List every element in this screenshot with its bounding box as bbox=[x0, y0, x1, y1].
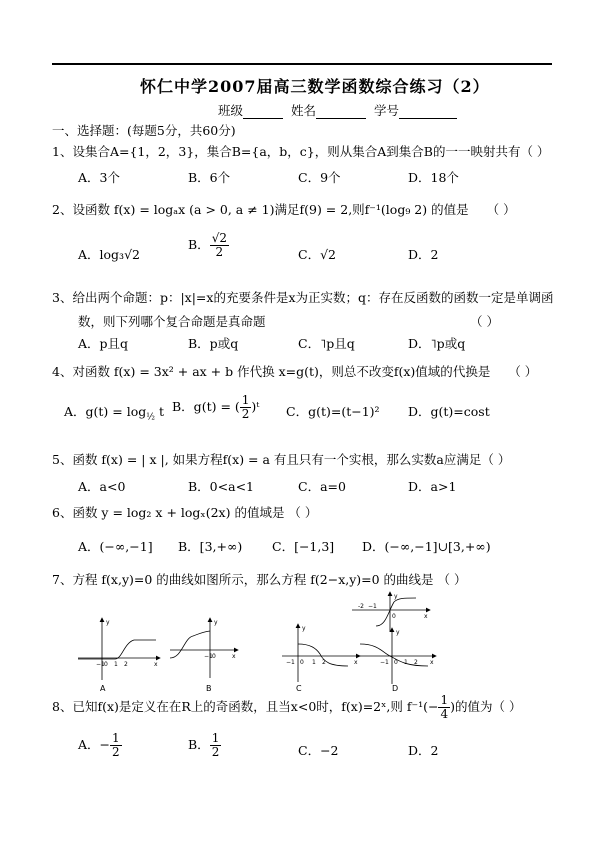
q8-option-a-label: A．− bbox=[78, 737, 111, 752]
question-5-stem: 5、函数 f(x) = | x |, 如果方程f(x) = a 有且只有一个实根，那么实数a应满足（ ） bbox=[52, 452, 511, 467]
page-title: 怀仁中学2007届高三数学函数综合练习（2） bbox=[140, 77, 490, 96]
q8-option-b[interactable] bbox=[188, 732, 221, 759]
graph-a-tick-2: 2 bbox=[124, 661, 128, 668]
graph-b-tick-neg1: −1 bbox=[204, 653, 213, 660]
q8-option-a-numerator: 1 bbox=[112, 731, 120, 745]
q3-option-c[interactable]: C．˥p且q bbox=[298, 336, 355, 351]
graph-c-tick-neg1: −1 bbox=[286, 659, 295, 666]
q5-option-c[interactable]: C．a=0 bbox=[298, 479, 346, 494]
graph-d-upper-x-label: x bbox=[424, 613, 428, 620]
q4-option-b-fraction bbox=[240, 394, 252, 421]
q4-stem-text: 4、对函数 f(x) = 3x² + ax + b 作代换 x=g(t)，则总不改变f(x)值域的代换是 bbox=[52, 364, 491, 379]
q4-option-b-tail: )ᵗ bbox=[251, 399, 260, 414]
q4-option-b[interactable] bbox=[172, 394, 259, 421]
question-1-stem: 1、设集合A={1，2，3}，集合B={a，b，c}，则从集合A到集合B的一一映射共有（ ） bbox=[52, 144, 550, 159]
q8-option-b-label: B． bbox=[188, 737, 210, 752]
q4-answer-paren: （ ） bbox=[508, 364, 538, 379]
q5-option-a[interactable]: A．a<0 bbox=[78, 479, 126, 494]
q1-option-b[interactable]: B．6个 bbox=[188, 170, 231, 185]
q4-option-a-base: ½ bbox=[146, 412, 155, 423]
graph-d-upper-tick-neg1: −1 bbox=[368, 603, 377, 610]
graph-d-upper-y-label: y bbox=[394, 593, 398, 600]
student-info bbox=[218, 101, 457, 119]
graph-d-tick-neg1: −1 bbox=[380, 659, 389, 666]
name-label: 姓名 bbox=[290, 103, 316, 118]
q5-option-b[interactable]: B．0<a<1 bbox=[188, 479, 254, 494]
graph-c-tick-1: 1 bbox=[312, 659, 316, 666]
graph-d-y-label: y bbox=[396, 629, 400, 636]
question-6-stem: 6、函数 y = log₂ x + logₓ(2x) 的值域是 （ ） bbox=[52, 505, 318, 520]
q1-option-d[interactable]: D．18个 bbox=[408, 170, 459, 185]
graph-d-upper-curve bbox=[376, 598, 416, 626]
q2-option-b-denominator: 2 bbox=[215, 245, 224, 259]
q8-option-a-fraction bbox=[110, 732, 122, 759]
class-label: 班级 bbox=[218, 103, 244, 118]
graph-d-upper-tick-neg2: -2 bbox=[358, 603, 364, 610]
q8-stem-numerator: 1 bbox=[440, 693, 449, 707]
graph-c-label: C bbox=[296, 684, 302, 692]
q3-answer-paren: （ ） bbox=[470, 314, 499, 329]
graph-c-tick-2: 2 bbox=[322, 659, 326, 666]
q6-option-a[interactable]: A．(−∞,−1] bbox=[78, 539, 153, 554]
graph-a-curve bbox=[78, 640, 156, 659]
q8-option-b-fraction bbox=[210, 732, 222, 759]
graph-a-y-label: y bbox=[106, 619, 110, 626]
q3-option-a[interactable]: A．p且q bbox=[78, 336, 129, 351]
q8-stem-denominator: 4 bbox=[440, 707, 449, 721]
graph-c-tick-0: 0 bbox=[300, 659, 304, 666]
id-field[interactable] bbox=[399, 106, 457, 119]
q1-option-a[interactable]: A．3个 bbox=[78, 170, 120, 185]
graph-b-tick-0: 0 bbox=[212, 653, 216, 660]
q6-option-b[interactable]: B．[3,+∞) bbox=[178, 539, 243, 554]
question-8-stem bbox=[52, 694, 521, 721]
q4-option-b-numerator: 1 bbox=[241, 393, 250, 407]
graph-c-y-label: y bbox=[302, 625, 306, 632]
section-heading: 一、选择题：(每题5分，共60分) bbox=[52, 123, 236, 138]
graph-a-label: A bbox=[100, 684, 106, 692]
q8-option-d[interactable]: D．2 bbox=[408, 743, 439, 758]
q3-option-d[interactable]: D．˥p或q bbox=[408, 336, 466, 351]
question-3-line2: 数，则下列哪个复合命题是真命题 bbox=[78, 314, 266, 329]
graph-b-y-label: y bbox=[214, 619, 218, 626]
q4-option-b-denominator: 2 bbox=[241, 407, 250, 421]
q2-option-b-numerator: √2 bbox=[211, 231, 227, 245]
q2-stem-text: 2、设函数 f(x) = logₐx (a > 0, a ≠ 1)满足f(9) = 2,则f⁻¹(log₉ 2) 的值是 bbox=[52, 202, 469, 217]
question-7-stem: 7、方程 f(x,y)=0 的曲线如图所示，那么方程 f(2−x,y)=0 的曲线是 （ ） bbox=[52, 572, 467, 587]
q2-option-d[interactable]: D．2 bbox=[408, 247, 439, 262]
q7-graphs bbox=[60, 588, 460, 692]
q4-option-a-tail: t bbox=[158, 404, 165, 419]
graph-d-label: D bbox=[392, 684, 399, 692]
graph-a-tick-0: 0 bbox=[104, 661, 108, 668]
graph-d-tick-1: 1 bbox=[404, 659, 408, 666]
q8-option-b-denominator: 2 bbox=[211, 745, 220, 759]
q8-stem-tail: )的值为（ ） bbox=[450, 699, 522, 714]
q2-answer-paren: （ ） bbox=[486, 202, 516, 217]
graph-b-label: B bbox=[206, 684, 212, 692]
id-label: 学号 bbox=[373, 103, 399, 118]
q3-option-b[interactable]: B．p或q bbox=[188, 336, 239, 351]
q4-option-b-label: B．g(t) = ( bbox=[172, 399, 240, 414]
question-3-line1: 3、给出两个命题：p：|x|=x的充要条件是x为正实数；q：存在反函数的函数一定是单调函 bbox=[52, 290, 554, 305]
q8-option-a[interactable] bbox=[78, 732, 122, 759]
q8-option-c[interactable]: C．−2 bbox=[298, 743, 339, 758]
graph-a-x-label: x bbox=[154, 661, 158, 668]
q8-stem-text: 8、已知f(x)是定义在在R上的奇函数，且当x<0时，f(x)=2ˣ,则 f⁻¹(− bbox=[52, 699, 439, 714]
q8-option-b-numerator: 1 bbox=[211, 731, 220, 745]
q5-option-d[interactable]: D．a>1 bbox=[408, 479, 457, 494]
q4-option-c[interactable]: C．g(t)=(t−1)² bbox=[286, 404, 380, 419]
graph-a-tick-1: 1 bbox=[114, 661, 118, 668]
q4-option-a-label: A．g(t) = log bbox=[64, 404, 147, 419]
class-field[interactable] bbox=[243, 106, 283, 119]
graph-d-upper-tick-0: 0 bbox=[392, 613, 396, 620]
graph-b-x-label: x bbox=[232, 653, 236, 660]
q8-stem-fraction bbox=[438, 694, 450, 721]
q2-option-c[interactable]: C．√2 bbox=[298, 247, 336, 262]
q1-option-c[interactable]: C．9个 bbox=[298, 170, 341, 185]
graph-c-x-label: x bbox=[354, 659, 358, 666]
q6-option-c[interactable]: C．[−1,3] bbox=[272, 539, 335, 554]
q4-option-a[interactable] bbox=[64, 402, 164, 423]
q2-option-b-label: B． bbox=[188, 237, 210, 252]
top-rule bbox=[52, 63, 552, 65]
graph-d-tick-0: 0 bbox=[394, 659, 398, 666]
q2-option-b[interactable] bbox=[188, 232, 229, 259]
q2-option-a[interactable]: A．log₃√2 bbox=[78, 247, 140, 262]
question-2-stem bbox=[52, 200, 516, 218]
name-field[interactable] bbox=[316, 106, 366, 119]
q6-option-d[interactable]: D．(−∞,−1]∪[3,+∞) bbox=[362, 539, 491, 554]
graph-d-tick-2: 2 bbox=[414, 659, 418, 666]
q8-option-a-denominator: 2 bbox=[112, 745, 120, 759]
question-4-stem bbox=[52, 362, 537, 380]
graph-d-x-label: x bbox=[430, 659, 434, 666]
q2-option-b-fraction bbox=[210, 232, 229, 259]
q4-option-d[interactable]: D．g(t)=cost bbox=[408, 404, 490, 419]
graph-a-tick-neg1: −1 bbox=[96, 661, 105, 668]
